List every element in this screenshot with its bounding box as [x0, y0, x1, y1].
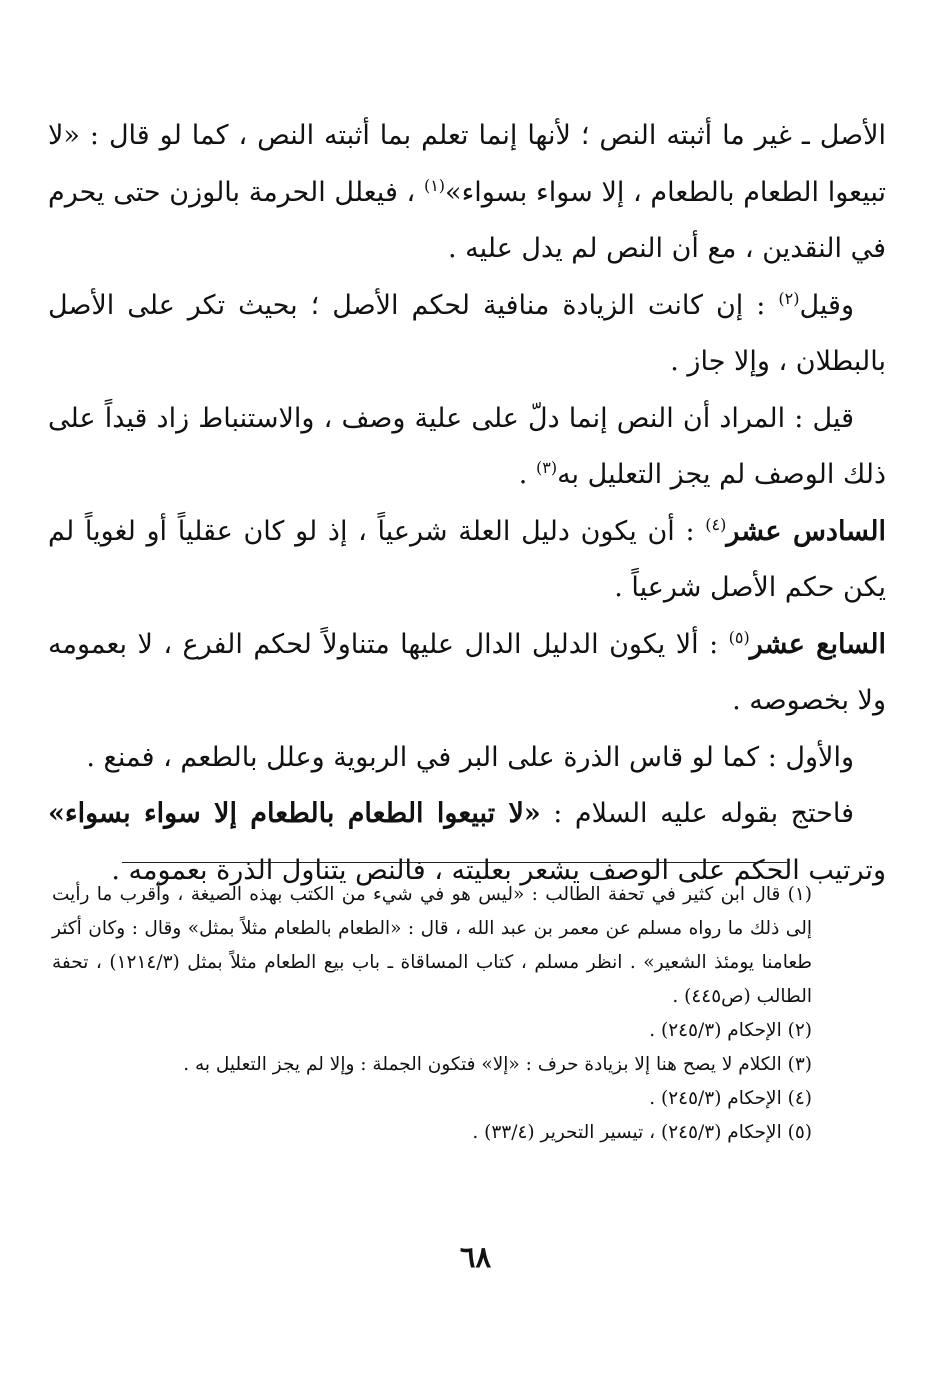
footnote-ref-5: (٥) [728, 627, 750, 647]
paragraph-2: وقيل$^{(٢)}$ : إن كانت الزيادة منافية لحكم الأصل ؛ بحيث تكر على الأصل بالبطلان ، وإلا جاز . [48, 288, 886, 377]
footnote-ref-2: (٢) [778, 288, 800, 308]
footnote-3: (٣) الكلام لا يصح هنا إلا بزيادة حرف : «إلا» فتكون الجملة : وإلا لم يجز التعليل به . [183, 1054, 812, 1075]
paragraph-1: الأصل ـ غير ما أثبته النص ؛ لأنها إنما تعلم بما أثبته النص ، كما لو قال : «لا تبيعوا الطعام بالطعام ، إلا سواء بسواء»$^{(١)}$ ، فيعلل الحرمة بالوزن حتى يحرم في النقدين ، مع أن النص لم يدل عليه . [48, 120, 886, 264]
footnote-ref-3: (٣) [535, 458, 558, 477]
page-number: ٦٨ [459, 1240, 492, 1274]
footnote-divider [122, 862, 787, 863]
paragraph-3: قيل : المراد أن النص إنما دلّ على علية وصف ، والاستنباط زاد قيداً على ذلك الوصف لم يجز التعليل به$^{(٣)}$ . [48, 402, 886, 490]
section-heading-17: السابع عشر [749, 628, 886, 660]
paragraph-5: السابع عشر$^{(٥)}$ : ألا يكون الدليل الدال عليها متناولاً لحكم الفرع ، لا بعمومه ولا بخصوصه . [48, 627, 886, 716]
paragraph-7: فاحتج بقوله عليه السلام : «لا تبيعوا الطعام بالطعام إلا سواء بسواء» وترتيب الحكم على الوصف يشعر بعليته ، فالنص يتناول الذرة بعمومه . [48, 798, 886, 886]
footnote-ref-4: (٤) [705, 514, 727, 534]
footnote-ref-1: (١) [423, 175, 446, 195]
section-heading-16: السادس عشر [726, 515, 886, 547]
footnote-1: (١) قال ابن كثير في تحفة الطالب : «ليس هو في شيء من الكتب بهذه الصيغة ، وأقرب ما رأيت إلى ذلك ما رواه مسلم عن معمر بن عبد الله ، قال : «الطعام بالطعام مثلاً بمثل» وقال : وكان أكثر طعامنا يومئذ الشعير» . انظر مسلم ، كتاب المساقاة ـ باب بيع الطعام مثلاً بمثل (١٢١٤/٣) ، تحفة الطالب (ص٤٤٥) . [52, 884, 812, 1007]
footnote-5: (٥) الإحكام (٢٤٥/٣) ، تيسير التحرير (٣٣/٤) . [472, 1122, 812, 1143]
paragraph-4: السادس عشر$^{(٤)}$ : أن يكون دليل العلة شرعياً ، إذ لو كان عقلياً أو لغوياً لم يكن حكم الأصل شرعياً . [48, 514, 886, 603]
paragraph-6: والأول : كما لو قاس الذرة على البر في الربوية وعلل بالطعم ، فمنع . [86, 741, 854, 773]
footnote-4: (٤) الإحكام (٢٤٥/٣) . [649, 1088, 812, 1109]
footnote-2: (٢) الإحكام (٢٤٥/٣) . [649, 1020, 812, 1041]
footnotes [52, 878, 812, 1150]
main-text [48, 108, 886, 899]
hadith-quote: «لا تبيعوا الطعام بالطعام إلا سواء بسواء» [48, 798, 541, 829]
